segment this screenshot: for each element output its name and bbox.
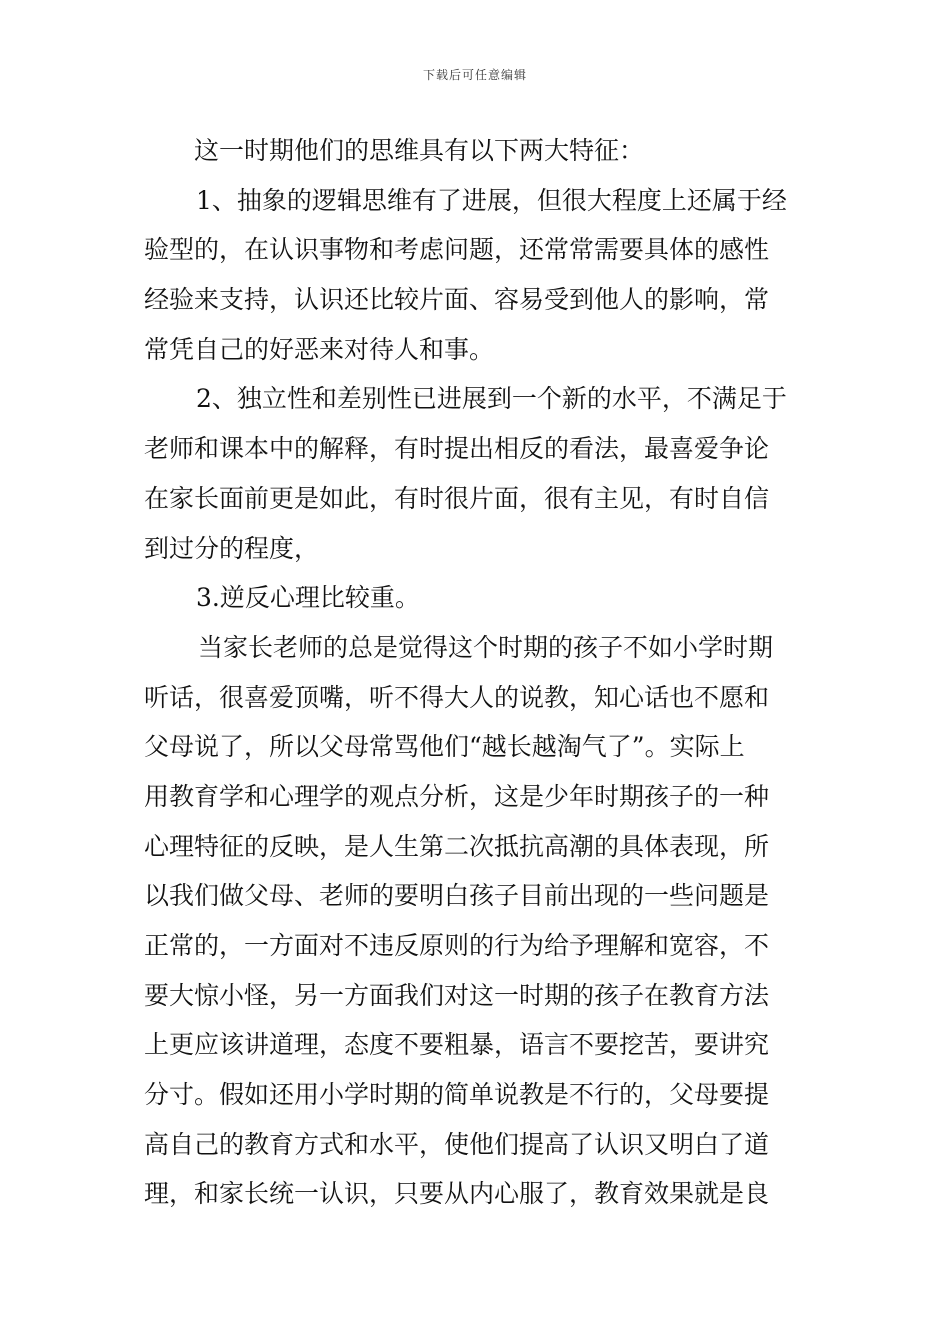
paragraph-feature-2	[144, 374, 806, 573]
text-line: 验型的，在认识事物和考虑问题，还常常需要具体的感性	[144, 235, 770, 265]
text-line: 2、独立性和差别性已进展到一个新的水平，不满足于	[196, 384, 787, 414]
text-line: 高自己的教育方式和水平，使他们提高了认识又明白了道	[144, 1129, 770, 1159]
paragraph-intro	[144, 126, 806, 176]
text-line: 1、抽象的逻辑思维有了进展，但很大程度上还属于经	[196, 185, 787, 215]
paragraph-feature-3	[144, 573, 806, 623]
text-line: 心理特征的反映，是人生第二次抵抗高潮的具体表现，所	[144, 831, 770, 861]
text-line: 经验来支持，认识还比较片面、容易受到他人的影响，常	[144, 285, 770, 315]
page-header: 下载后可任意编辑	[422, 68, 527, 82]
text-line: 分寸。假如还用小学时期的简单说教是不行的，父母要提	[144, 1080, 770, 1110]
text-line: 父母说了，所以父母常骂他们“越长越淘气了”。实际上	[144, 732, 745, 762]
text-line: 3.逆反心理比较重。	[196, 583, 420, 613]
text-line: 听话，很喜爱顶嘴，听不得大人的说教，知心话也不愿和	[144, 682, 770, 712]
paragraph-feature-1	[144, 176, 806, 375]
document-body	[144, 126, 806, 1219]
text-line: 当家长老师的总是觉得这个时期的孩子不如小学时期	[198, 632, 774, 662]
text-line: 到过分的程度，	[144, 533, 320, 563]
text-line: 在家长面前更是如此，有时很片面，很有主见，有时自信	[144, 483, 770, 513]
text-line: 以我们做父母、老师的要明白孩子目前出现的一些问题是	[144, 881, 770, 911]
text-line: 常凭自己的好恶来对待人和事。	[144, 334, 495, 364]
text-line: 要大惊小怪，另一方面我们对这一时期的孩子在教育方法	[144, 980, 770, 1010]
text-line: 理，和家长统一认识，只要从内心服了，教育效果就是良	[144, 1179, 770, 1209]
text-line: 这一时期他们的思维具有以下两大特征：	[194, 136, 645, 165]
text-line: 上更应该讲道理，态度不要粗暴，语言不要挖苦，要讲究	[144, 1030, 770, 1060]
text-line: 用教育学和心理学的观点分析，这是少年时期孩子的一种	[144, 781, 770, 811]
text-line: 老师和课本中的解释，有时提出相反的看法，最喜爱争论	[144, 434, 770, 464]
text-line: 正常的，一方面对不违反原则的行为给予理解和宽容，不	[144, 931, 770, 960]
paragraph-explanation	[144, 623, 806, 1219]
